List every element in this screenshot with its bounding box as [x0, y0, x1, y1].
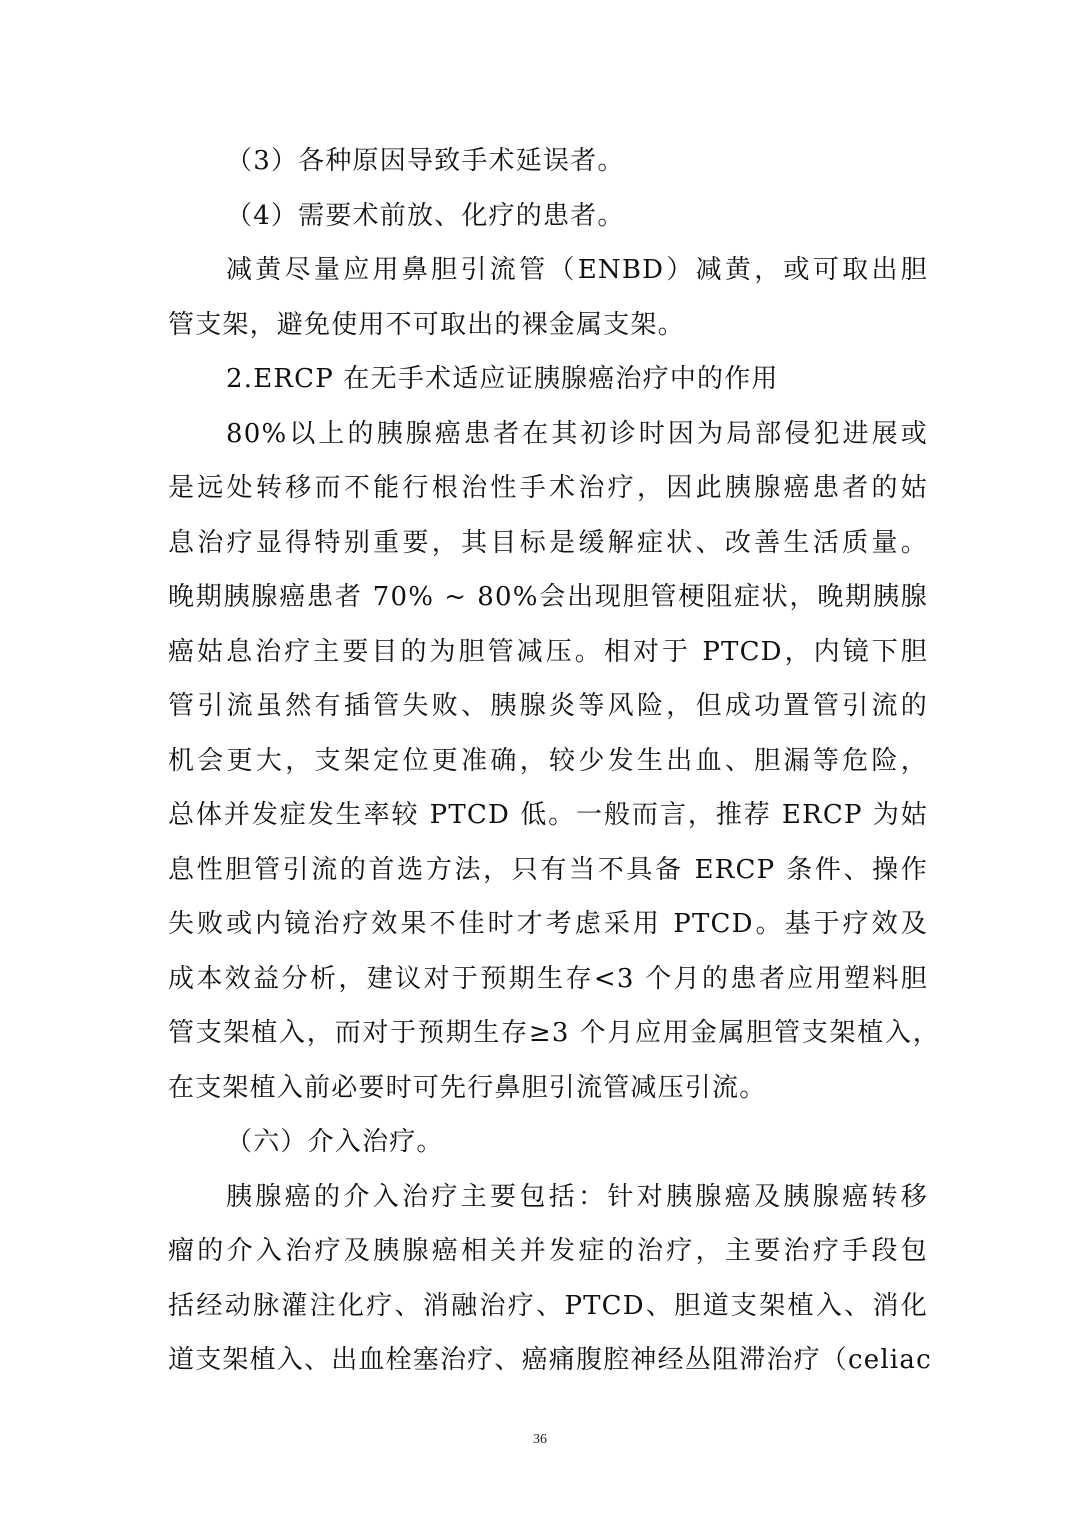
- paragraph-line: 瘤的介入治疗及胰腺癌相关并发症的治疗，主要治疗手段包: [168, 1236, 928, 1266]
- paragraph-line: 癌姑息治疗主要目的为胆管减压。相对于 PTCD，内镜下胆: [168, 637, 928, 667]
- paragraph-line: 管支架植入，而对于预期生存≥3 个月应用金属胆管支架植入，: [168, 1018, 940, 1048]
- page-number: 36: [533, 1432, 547, 1447]
- paragraph-line: 息治疗显得特别重要，其目标是缓解症状、改善生活质量。: [168, 528, 928, 558]
- paragraph-line: 管引流虽然有插管失败、胰腺炎等风险，但成功置管引流的: [168, 691, 928, 721]
- paragraph-line: 息性胆管引流的首选方法，只有当不具备 ERCP 条件、操作: [168, 855, 928, 885]
- list-item-4: （4）需要术前放、化疗的患者。: [226, 201, 625, 231]
- paragraph-line: 是远处转移而不能行根治性手术治疗，因此胰腺癌患者的姑: [168, 473, 928, 503]
- paragraph-line: 80%以上的胰腺癌患者在其初诊时因为局部侵犯进展或: [226, 419, 928, 449]
- section-heading: （六）介入治疗。: [226, 1127, 444, 1157]
- paragraph-line: 管支架，避免使用不可取出的裸金属支架。: [168, 310, 685, 340]
- paragraph-line: 在支架植入前必要时可先行鼻胆引流管减压引流。: [168, 1073, 767, 1103]
- section-heading: 2.ERCP 在无手术适应证胰腺癌治疗中的作用: [226, 364, 779, 394]
- list-item-3: （3）各种原因导致手术延误者。: [226, 146, 625, 176]
- paragraph-line: 减黄尽量应用鼻胆引流管（ENBD）减黄，或可取出胆: [226, 255, 928, 285]
- paragraph-line: 成本效益分析，建议对于预期生存<3 个月的患者应用塑料胆: [168, 964, 928, 994]
- paragraph-line: 胰腺癌的介入治疗主要包括：针对胰腺癌及胰腺癌转移: [226, 1182, 928, 1212]
- paragraph-line: 括经动脉灌注化疗、消融治疗、PTCD、胆道支架植入、消化: [168, 1291, 928, 1321]
- paragraph-line: 机会更大，支架定位更准确，较少发生出血、胆漏等危险，: [168, 746, 928, 776]
- paragraph-line: 道支架植入、出血栓塞治疗、癌痛腹腔神经丛阻滞治疗（celiac: [168, 1345, 932, 1375]
- paragraph-line: 晚期胰腺癌患者 70% ~ 80%会出现胆管梗阻症状，晚期胰腺: [168, 582, 928, 612]
- paragraph-line: 失败或内镜治疗效果不佳时才考虑采用 PTCD。基于疗效及: [168, 909, 928, 939]
- paragraph-line: 总体并发症发生率较 PTCD 低。一般而言，推荐 ERCP 为姑: [168, 800, 928, 830]
